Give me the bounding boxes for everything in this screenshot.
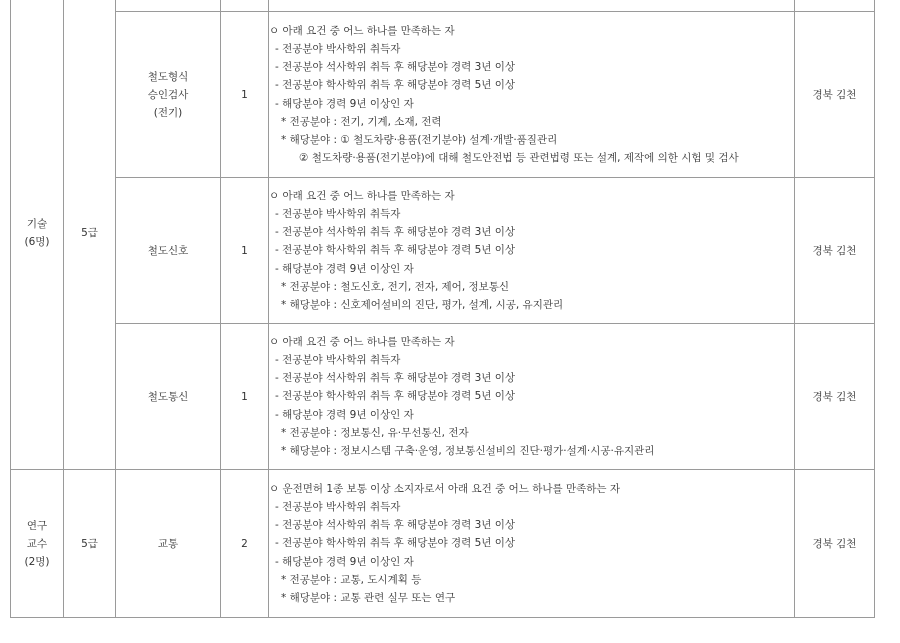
location-cell	[795, 0, 875, 12]
field-cell: 철도통신	[116, 324, 221, 470]
requirements-cell: ㅇ 운전면허 1종 보통 이상 소지자로서 아래 요건 중 어느 하나를 만족하는 자 - 전공분야 박사학위 취득자 - 전공분야 석사학위 취득 후 해당분야 경력 3년 이상 - 전공분야 학사학위 취득 후 해당분야 경력 5년 이상 - 해당분야 경력 9년 이상인 자 * 전공분야 : 교통, 도시계획 등 * 해당분야 : 교통 관련 실무 또는 연구	[269, 470, 795, 618]
table-row	[11, 12, 875, 178]
grade-cell: 5급	[64, 0, 116, 470]
count-cell: 1	[221, 178, 269, 324]
table-row	[11, 470, 875, 618]
table-row	[11, 324, 875, 470]
field-cell	[116, 0, 221, 12]
location-cell: 경북 김천	[795, 324, 875, 470]
field-cell: 교통	[116, 470, 221, 618]
requirements-cell	[269, 0, 795, 12]
location-cell: 경북 김천	[795, 470, 875, 618]
location-cell: 경북 김천	[795, 178, 875, 324]
category-cell: 연구 교수 (2명)	[11, 470, 64, 618]
recruitment-table	[10, 0, 875, 618]
requirements-cell: ㅇ 아래 요건 중 어느 하나를 만족하는 자 - 전공분야 박사학위 취득자 - 전공분야 석사학위 취득 후 해당분야 경력 3년 이상 - 전공분야 학사학위 취득 후 해당분야 경력 5년 이상 - 해당분야 경력 9년 이상인 자 * 전공분야 : 철도신호, 전기, 전자, 제어, 정보통신 * 해당분야 : 신호제어설비의 진단, 평가, 설계, 시공, 유지관리	[269, 178, 795, 324]
count-cell	[221, 0, 269, 12]
count-cell: 2	[221, 470, 269, 618]
count-cell: 1	[221, 324, 269, 470]
field-cell: 철도신호	[116, 178, 221, 324]
requirements-cell: ㅇ 아래 요건 중 어느 하나를 만족하는 자 - 전공분야 박사학위 취득자 - 전공분야 석사학위 취득 후 해당분야 경력 3년 이상 - 전공분야 학사학위 취득 후 해당분야 경력 5년 이상 - 해당분야 경력 9년 이상인 자 * 전공분야 : 정보통신, 유·무선통신, 전자 * 해당분야 : 정보시스템 구축·운영, 정보통신설비의 진단·평가·설계·시공·유지관리	[269, 324, 795, 470]
category-cell: 기술 (6명)	[11, 0, 64, 470]
table-row	[11, 178, 875, 324]
table-row	[11, 0, 875, 12]
field-cell: 철도형식 승인검사 (전기)	[116, 12, 221, 178]
grade-cell: 5급	[64, 470, 116, 618]
location-cell: 경북 김천	[795, 12, 875, 178]
requirements-cell: ㅇ 아래 요건 중 어느 하나를 만족하는 자 - 전공분야 박사학위 취득자 - 전공분야 석사학위 취득 후 해당분야 경력 3년 이상 - 전공분야 학사학위 취득 후 해당분야 경력 5년 이상 - 해당분야 경력 9년 이상인 자 * 전공분야 : 전기, 기계, 소재, 전력 * 해당분야 : ① 철도차량·용품(전기분야) 설계·개발·품질관리 ② 철도차량·용품(전기분야)에 대해 철도안전법 등 관련법령 또는 설계, 제작에 의한 시험 및 검사	[269, 12, 795, 178]
count-cell: 1	[221, 12, 269, 178]
